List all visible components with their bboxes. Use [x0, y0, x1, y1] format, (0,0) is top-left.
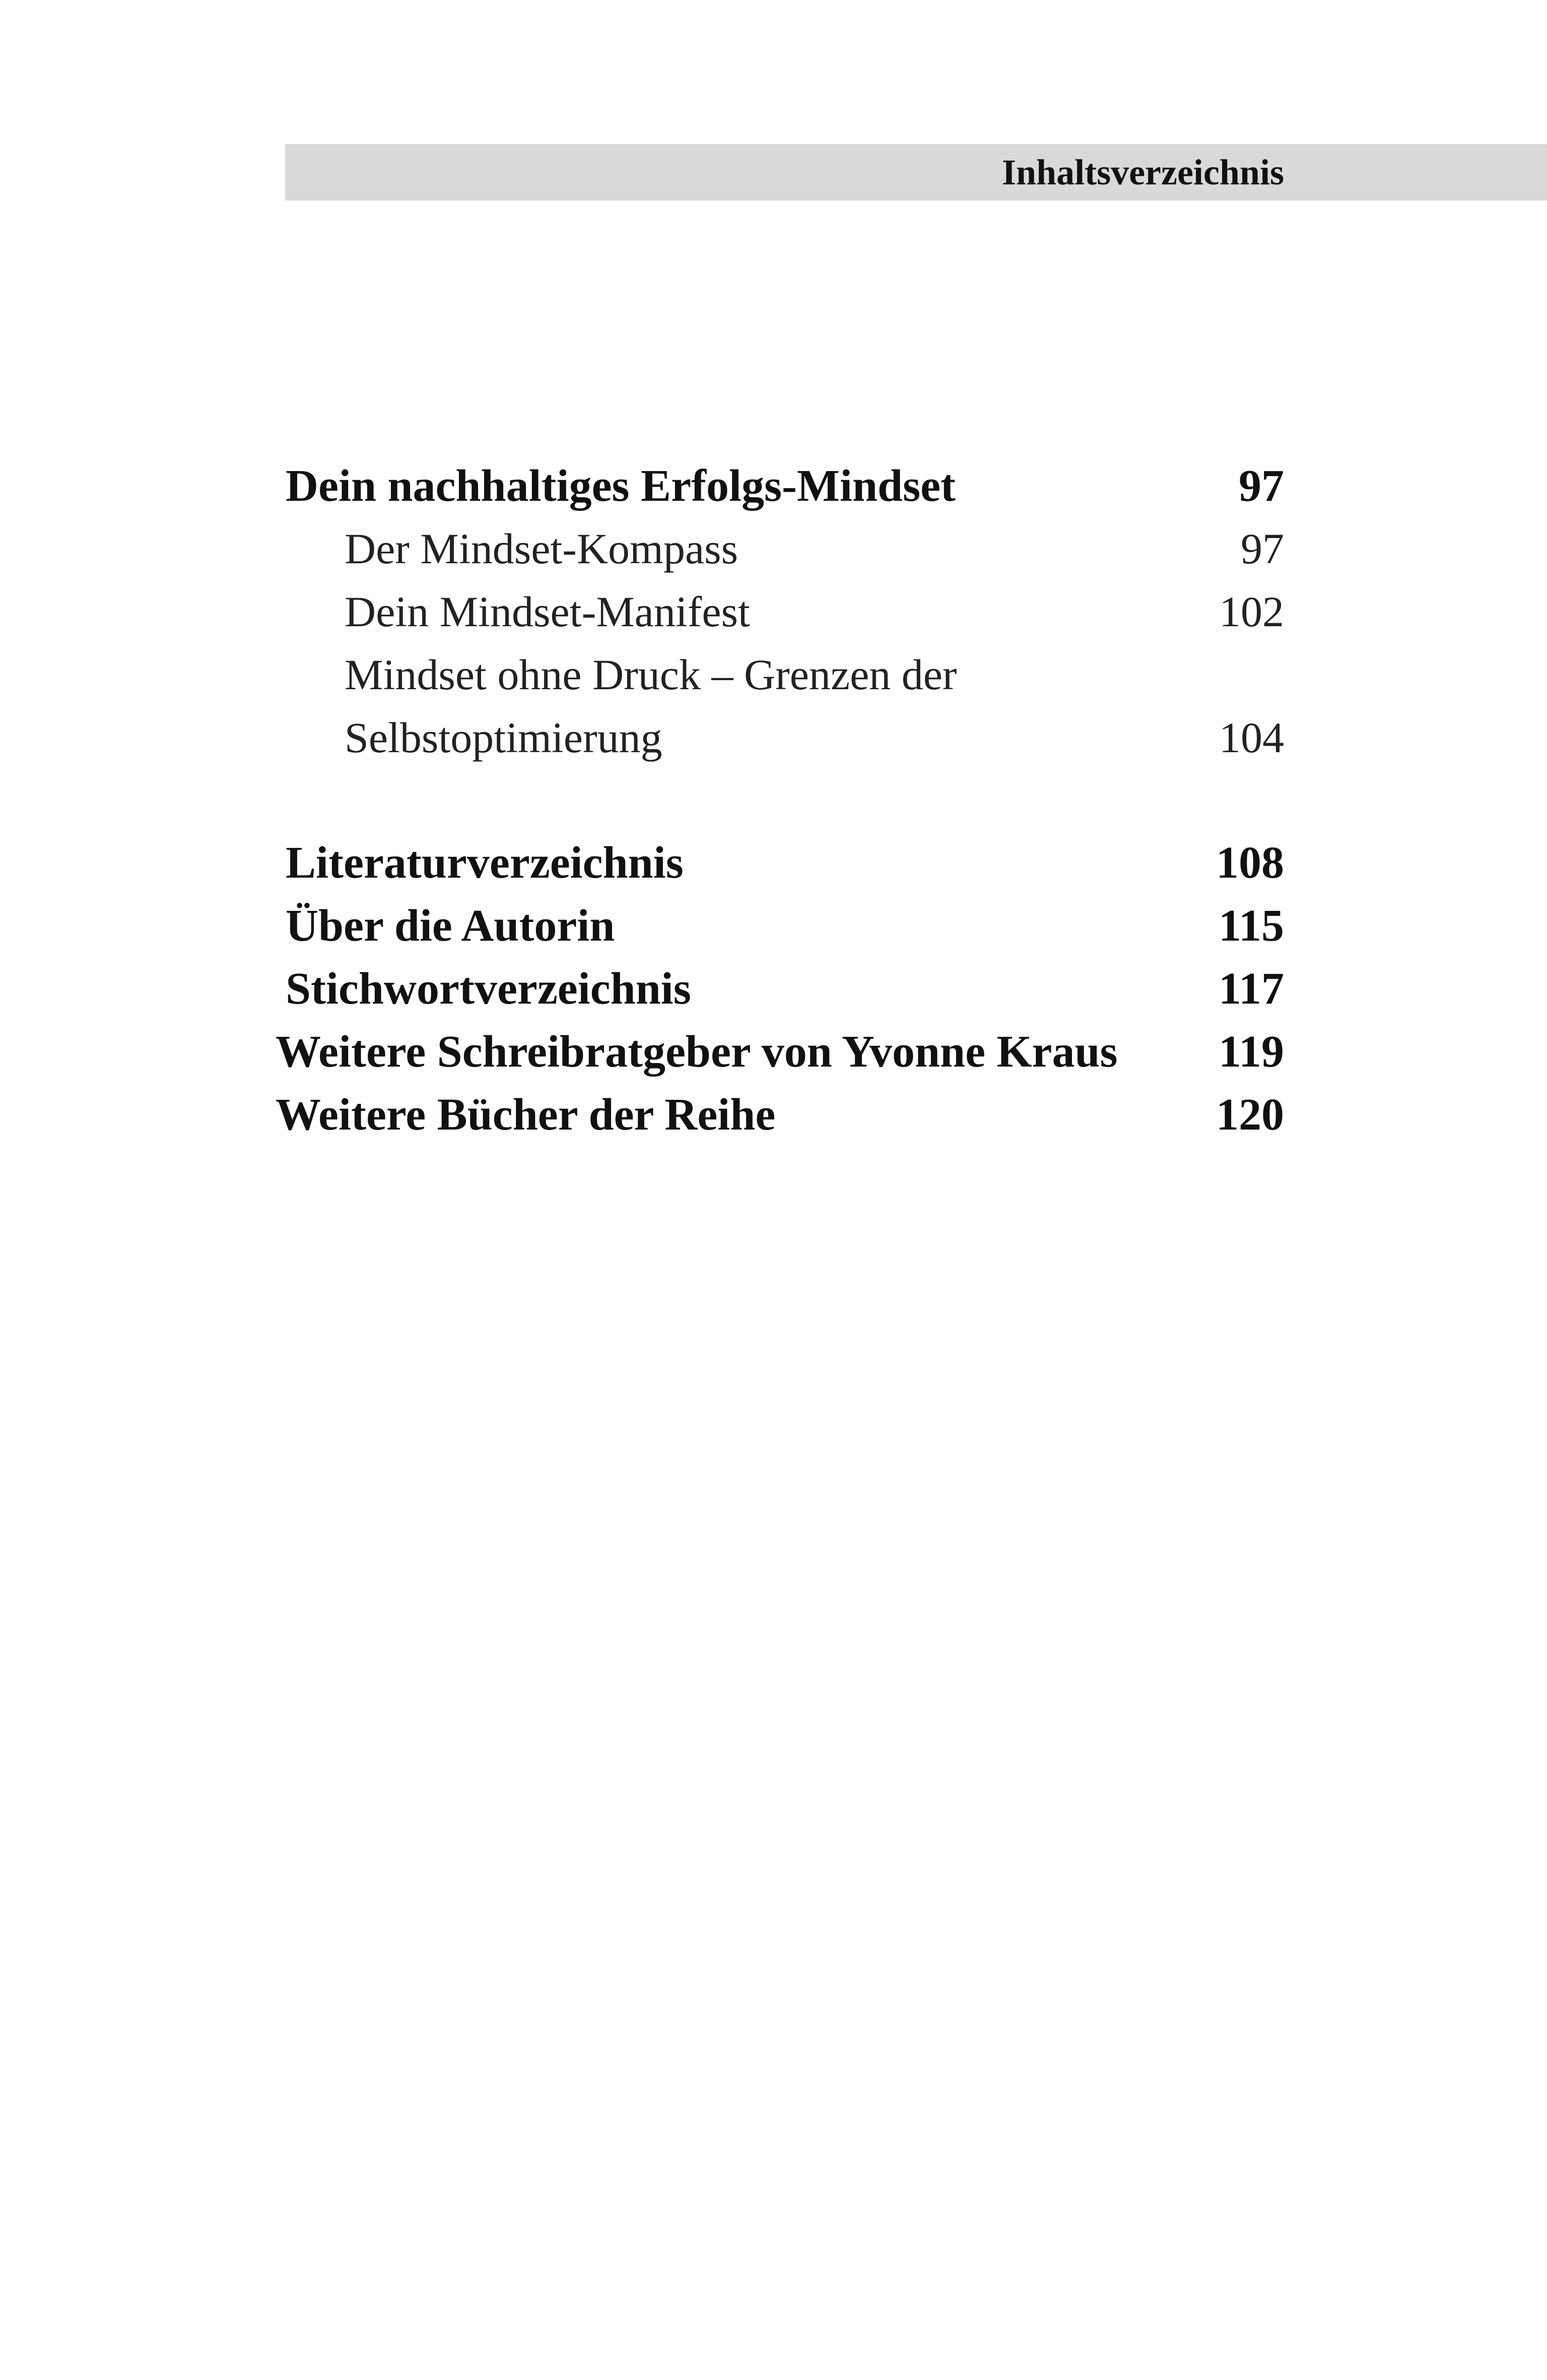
toc-entry-page: 117: [1218, 964, 1284, 1014]
toc-section-title-line1: Mindset ohne Druck – Grenzen der: [345, 650, 957, 699]
toc-section-entry[interactable]: [0, 580, 1547, 643]
toc-section-title: Der Mindset-Kompass: [345, 524, 738, 573]
toc-entry-title: Weitere Bücher der Reihe: [276, 1090, 776, 1140]
toc-entry-page: 120: [1216, 1090, 1284, 1140]
toc-chapter-title: Dein nachhaltiges Erfolgs-Mindset: [286, 461, 956, 511]
toc-entry-title: Weitere Schreibratgeber von Yvonne Kraus: [276, 1027, 1118, 1077]
toc-chapter-page: 97: [1239, 461, 1284, 511]
running-header-title: Inhaltsverzeichnis: [1001, 152, 1284, 192]
toc-entry-weitere-buecher[interactable]: [0, 1083, 1547, 1146]
toc-entry-title: Über die Autorin: [286, 901, 615, 951]
toc-section-entry[interactable]: [0, 517, 1547, 580]
toc-entry-ueber-die-autorin[interactable]: [0, 894, 1547, 957]
toc-section-title: Dein Mindset-Manifest: [345, 587, 750, 636]
toc-entry-page: 115: [1218, 901, 1284, 951]
toc-section-title-line2: Selbstoptimierung: [345, 713, 662, 762]
toc-entry-weitere-schreibratgeber[interactable]: [0, 1020, 1547, 1083]
toc-section-entry-line2[interactable]: [0, 706, 1547, 769]
toc-entry-page: 119: [1218, 1027, 1284, 1077]
toc-entry-stichwortverzeichnis[interactable]: [0, 957, 1547, 1020]
toc-section-page: 104: [1219, 713, 1284, 762]
toc-chapter-entry[interactable]: [0, 454, 1547, 517]
toc-entry-literaturverzeichnis[interactable]: [0, 831, 1547, 894]
toc-section-page: 97: [1241, 524, 1284, 573]
toc-section-entry-line1[interactable]: [0, 643, 1547, 706]
toc-entry-page: 108: [1216, 838, 1284, 888]
toc-entry-title: Literaturverzeichnis: [286, 838, 684, 888]
toc-section-page: 102: [1219, 587, 1284, 636]
toc-entry-title: Stichwortverzeichnis: [286, 964, 691, 1014]
running-header-bar: [285, 144, 1547, 201]
